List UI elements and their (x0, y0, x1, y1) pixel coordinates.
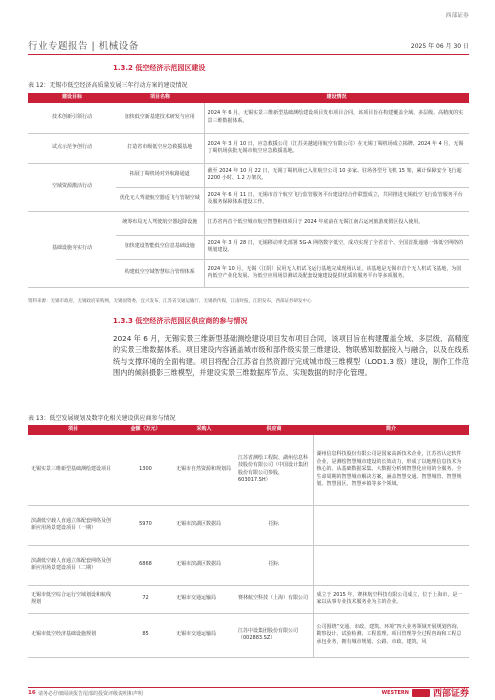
table-cell-supplier: 招标 (235, 545, 313, 585)
table-cell-project: 加快低空新基建技术研发与应用 (116, 103, 204, 133)
table-cell-amount: 85 (118, 613, 173, 657)
table-header-cell: 供应商 (235, 425, 313, 435)
section-title-1-3-3: 1.3.3 低空经济示范园区供应商的参与情况 (113, 317, 248, 325)
table-header-cell: 项目 (28, 425, 118, 435)
table-cell-goal: 基础设施夯实行动 (28, 211, 116, 287)
table-cell-intro: 湖州信息科技股份有限公司是国家高新技术企业，江苏省认定软件企业，是测绘智慧城市建设的长效动力，形成了以地理信息技术为核心的、从基础数据采集、大数据分析到智慧化应用的全服务、全生命周期的智慧城市解决方案，涵盖智慧交通、智慧城管、智慧规划、智慧园区、智慧乡镇等多个领域。 (313, 435, 469, 505)
table-cell-project: 加快建设智能低空信息基础设施 (116, 235, 204, 259)
table-cell-supplier: 江苏省测绘工程院、湖州信息科技股份有限公司（中国设计集团股份有限公司参股，603017.SH） (235, 435, 313, 505)
table-cell-project: 统筹布局无人驾驶航空器起降设施 (116, 211, 204, 235)
table-cell-project: 无锡市低空综合运行空域划设和航线规划 (28, 585, 118, 613)
table-cell-project: 无锡市低空经济基础设施规划 (28, 613, 118, 657)
table-cell-status: 2024 年 6 月 11 日，无锡市首个航空飞行监管服务平台建设结合作联盟成立，共同推进无锡低空飞行监管服务平台及服务保障体系建设工作。 (204, 187, 469, 211)
table-cell-status: 2024 年 3 月 28 日，无锡移动率先部署 5G-A 网络数字低空，成功实现了全省首个、全国首批通感一体低空网络的规划建设。 (204, 235, 469, 259)
page-number: 16 (28, 690, 36, 696)
report-title: 行业专题报告 | 机械设备 (28, 41, 139, 52)
table-row (28, 545, 469, 585)
table-cell-project: 滨湖低空载人直通立体配套网络及创新应用场景建设项目（二期） (28, 545, 118, 585)
table-row (28, 133, 469, 163)
table-row (28, 103, 469, 133)
table-header-cell: 建设情况 (204, 93, 469, 103)
report-date: 2025 年 06 月 30 日 (410, 43, 469, 50)
table-cell-buyer: 无锡市交通运输局 (173, 613, 235, 657)
table-cell-intro (313, 545, 469, 585)
table-cell-project: 无锡实景三维新型基础测绘建设项目 (28, 435, 118, 505)
logo-mark-icon (412, 689, 430, 697)
section-title-1-3-2: 1.3.2 低空经济示范园区建设 (113, 64, 206, 72)
table-cell-project: 优化无人驾驶航空器适飞与管制空域 (116, 187, 204, 211)
table-header-row (28, 93, 469, 103)
footer-disclaimer: 请务必仔细阅读报告尾部的投资评级说明和声明 (38, 691, 144, 697)
table-row (28, 211, 469, 235)
table-cell-project: 构建低空空域智慧综合管理体系 (116, 259, 204, 287)
table-cell-status: 2024 年 3 月 10 日，应急救援公司（江苏美越通用航空有限公司）在无锡丁蜀机场成立揭牌。2024 年 4 月，无锡丁蜀机场获批无锡市航空应急救援基地。 (204, 133, 469, 163)
table-row (28, 505, 469, 545)
table-row (28, 613, 469, 657)
table-cell-supplier: 招标 (235, 505, 313, 545)
header-logo: 西部证券 (445, 13, 469, 19)
table-cell-amount: 6868 (118, 545, 173, 585)
table-cell-intro: 成立于 2015 年，赛林航空科技有限公司成立，位于上海市，是一家以从事专业技术服务业为主的企业。 (313, 585, 469, 613)
table-header-cell: 金额（万元） (118, 425, 173, 435)
footer-logo (382, 686, 469, 699)
table-cell-supplier: 赛林航空科技（上海）有限公司 (235, 585, 313, 613)
logo-mark-text: WESTERN (381, 689, 409, 696)
table-cell-amount: 5970 (118, 505, 173, 545)
table-cell-status: 江苏省内首个低空城市航空智慧枢纽项目于 2024 年底前在无锡江南古运河旅游度假区投入使用。 (204, 211, 469, 235)
table-row (28, 163, 469, 187)
table-cell-status: 截至 2024 年 10 月 22 日，无锡丁蜀机场已入驻航空公司 10 多家、驻场各型号飞机 15 架，累计保障安全飞行超 2200 小时、1.2 万架次。 (204, 163, 469, 187)
table-cell-buyer: 无锡市滨湖区数据局 (173, 505, 235, 545)
table-cell-intro (313, 505, 469, 545)
table-header-cell: 简介 (313, 425, 469, 435)
table-cell-project: 拓展丁蜀机场对外航路通道 (116, 163, 204, 187)
body-paragraph: 2024 年 6 月，无锡实景三维新型基础测绘建设项目发布项目合同，该项目旨在构建覆盖全域、多层级、高精度的实景三维数据体系。项目建设内容涵盖城市级和部件级实景三维建设、物联感知数据接入与融合，以及在线系统与支撑环境的全面构建。项目将配合江苏省自然资源厅完成城市级三维模型（LOD1.3 级）建设，制作工作范围内的倾斜摄影三维模型，并建设实景三维数据库节点、实现数据的时序化管理。 (113, 334, 469, 378)
table-cell-buyer: 无锡市自然资源和规划局 (173, 435, 235, 505)
table-cell-intro: 公司围绕“交通、市政、建筑、环境”四大业务领域开展规划咨询、勘察设计、试验检测、工程监理、项目管理等全过程咨询和工程总承包业务，拥有城市规划、公路、市政、建筑、风 (313, 613, 469, 657)
table-header-cell: 采购人 (173, 425, 235, 435)
table-12-source: 资料来源：无锡市政府，无锡政府采购网，无锡国资委，宜兴发布，江苏省交通运输厅，无锡新传媒，江南时报，江阴发布，西部证券研发中心 (28, 299, 312, 304)
table-cell-amount: 1300 (118, 435, 173, 505)
table-cell-goal: 空域资源激活行动 (28, 163, 116, 211)
table-13 (28, 425, 469, 658)
logo-text: 西部证券 (432, 689, 469, 699)
table-cell-project: 打造省市级低空应急救援基地 (116, 133, 204, 163)
table-12-caption: 表 12：无锡市低空经济高质量发展三年行动方案的建设情况 (28, 82, 188, 89)
table-13-caption: 表 13：低空发展规划及数字化相关建设供应商参与情况 (28, 415, 176, 422)
table-cell-amount: 72 (118, 585, 173, 613)
table-12 (28, 93, 469, 288)
table-cell-buyer: 无锡市交通运输局 (173, 585, 235, 613)
table-row (28, 585, 469, 613)
table-cell-goal: 技术创新引领行动 (28, 103, 116, 133)
table-cell-project: 滨湖低空载人直通立体配套网络及创新应用场景建设项目（一期） (28, 505, 118, 545)
header-divider (28, 54, 469, 55)
table-row (28, 435, 469, 505)
table-header-cell: 建设目标 (28, 93, 116, 103)
table-cell-status: 2024 年 10 月，无锡（江阴）民用无人机试飞运行基地完成现场认证，该基地是无锡市首个无人机试飞基地，为国内低空产业化发展、为低空应用场景测试及配套设施建设提供优质的服务平台等多项服务。 (204, 259, 469, 287)
table-cell-goal: 试点示范争创行动 (28, 133, 116, 163)
table-cell-status: 2024 年 6 月，无锡实景三维新型基础测绘建设项目发布项目合同，该项目旨在构建覆盖全域、多层级、高精度的实景三维数据体系。 (204, 103, 469, 133)
table-cell-supplier: 江苏中设集团股份有限公司（002883.SZ） (235, 613, 313, 657)
table-header-cell: 项目名称 (116, 93, 204, 103)
table-header-row (28, 425, 469, 435)
table-cell-buyer: 无锡市滨湖区数据局 (173, 545, 235, 585)
